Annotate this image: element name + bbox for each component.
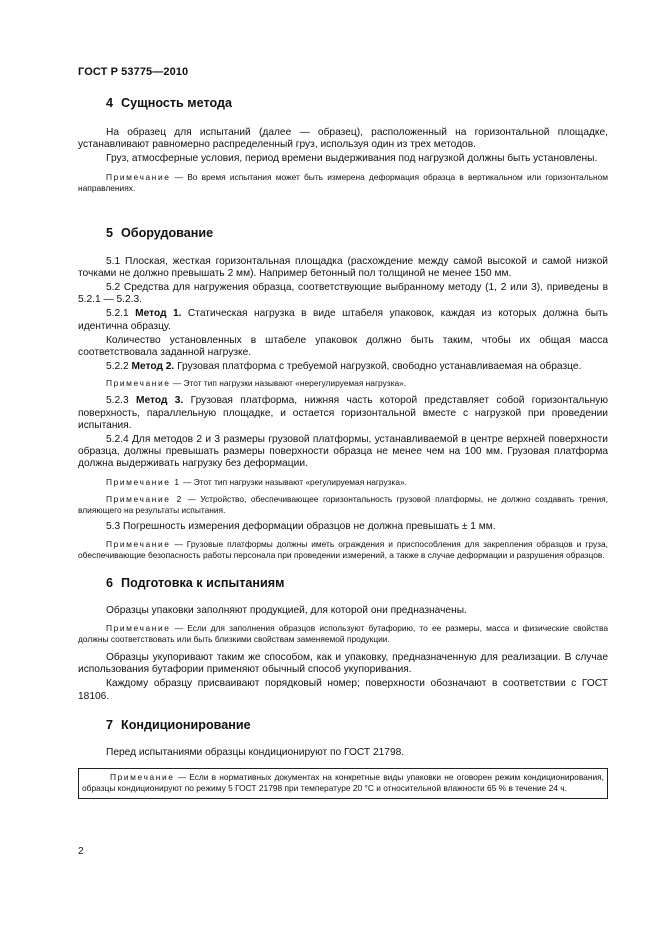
paragraph: Количество установленных в штабеле упаковок должно быть таким, чтобы их общая масса соответствовала заданной нагрузке. [78, 334, 608, 359]
clause-number: 5.2.3 [106, 395, 137, 407]
section-number: 7 [106, 717, 114, 732]
note-text: — Если в нормативных документах на конкретные виды упаковки не оговорен режим кондиционирования, образцы кондиционируют по режиму 5 ГОСТ 21798 при температуре 20 °С и относительной влажности 65 % в течение 24 ч. [82, 772, 604, 794]
note-label: Примечание [106, 378, 171, 389]
document-code: ГОСТ Р 53775—2010 [78, 66, 189, 78]
note-text: — Грузовые платформы должны иметь ограждения и приспособления для закрепления образцов и груза, обеспечивающие безопасность работы персонала при проведении измерений, а также в случае деформации и разрушения образцов. [78, 538, 608, 560]
section-4-heading [78, 96, 608, 110]
paragraph: Перед испытаниями образцы кондиционируют по ГОСТ 21798. [106, 746, 405, 758]
note [78, 477, 608, 488]
page-content [78, 84, 608, 799]
note-text: — Этот тип нагрузки называют «регулируемая нагрузка». [180, 476, 407, 487]
paragraph: Груз, атмосферные условия, период времени выдерживания под нагрузкой должны быть установлены. [106, 153, 598, 165]
clause-number: 5.2.1 [106, 308, 136, 320]
note-label: Примечание [106, 171, 171, 182]
note-label: Примечание 2 [106, 493, 183, 504]
paragraph-5-2-4: 5.2.4 Для методов 2 и 3 размеры грузовой платформы, устанавливаемой в центре верхней поверхности образца, должны превышать размеры поверхности образца не менее чем на 100 мм. Грузовая платформа должна выдерживать нагрузку без деформации. [78, 434, 608, 470]
section-7-heading [78, 718, 608, 732]
note-text: — Этот тип нагрузки называют «нерегулируемая нагрузка». [170, 378, 407, 389]
note [82, 772, 604, 794]
note-text: — Устройство, обеспечивающее горизонтальность грузовой платформы, не должно создавать трения, влияющего на результаты испытания. [78, 493, 608, 515]
paragraph: Каждому образцу присваивают порядковый номер; поверхности обозначают в соответствии с ГОСТ 18106. [78, 678, 608, 702]
paragraph-5-2-2 [78, 361, 608, 373]
note [78, 378, 608, 389]
section-title: Сущность метода [121, 96, 232, 110]
note-text: — Если для заполнения образцов используют бутафорию, то ее размеры, масса и физические свойства должны соответствовать или быть близкими свойствам заменяемой продукции. [78, 623, 608, 645]
paragraph-5-2-1 [78, 308, 608, 332]
paragraph-5-2-3 [78, 395, 608, 432]
paragraph: Образцы укупоривают таким же способом, как и упаковку, предназначенную для реализации. В случае использования бутафории применяют обычный способ укупоривания. [78, 652, 608, 676]
paragraph-5-3: 5.3 Погрешность измерения деформации образцов не должна превышать ± 1 мм. [106, 520, 496, 532]
clause-text: Грузовая платформа с требуемой нагрузкой, свободно устанавливаемая на образце. [174, 361, 582, 373]
note [78, 539, 608, 561]
method-title: Метод 1. [135, 308, 182, 320]
note-label: Примечание 1 [106, 476, 181, 487]
clause-number: 5.2.2 [106, 361, 132, 373]
section-number: 4 [106, 96, 114, 110]
note-label: Примечание [110, 772, 175, 783]
method-title: Метод 3. [136, 395, 184, 407]
paragraph-5-1: 5.1 Плоская, жесткая горизонтальная площадка (расхождение между самой высокой и самой низкой точками не должно превышать 2 мм). Например бетонный пол толщиной не менее 150 мм. [78, 255, 608, 279]
paragraph: На образец для испытаний (далее — образец), расположенный на горизонтальной площадке, устанавливают равномерно распределенный груз, используя один из трех методов. [78, 127, 608, 151]
section-title: Подготовка к испытаниям [121, 575, 285, 590]
note [78, 494, 608, 516]
note [78, 172, 608, 194]
section-title: Кондиционирование [121, 717, 251, 732]
clause-text: Грузовая платформа, нижняя часть которой представляет собой горизонтальную поверхность, параллельную площадке, и остается горизонтальной вместе с нагрузкой при проведении испытания. [78, 395, 608, 431]
note [78, 623, 608, 645]
note-text: — Во время испытания может быть измерена деформация образца в вертикальном или горизонтальном направлениях. [78, 171, 608, 193]
section-5-heading [78, 226, 608, 240]
framed-note [78, 768, 608, 799]
clause-text: Статическая нагрузка в виде штабеля упаковок, каждая из которых должна быть идентична образцу. [78, 308, 608, 332]
section-6-heading [78, 576, 608, 590]
paragraph: Образцы упаковки заполняют продукцией, для которой они предназначены. [106, 604, 467, 616]
note-label: Примечание [106, 623, 171, 634]
page-number: 2 [78, 846, 84, 857]
section-title: Оборудование [121, 225, 214, 240]
section-number: 6 [106, 575, 114, 590]
paragraph-5-2: 5.2 Средства для нагружения образца, соответствующие выбранному методу (1, 2 или 3), приведены в 5.2.1 — 5.2.3. [78, 282, 608, 306]
method-title: Метод 2. [131, 361, 175, 373]
note-label: Примечание [106, 538, 171, 549]
section-number: 5 [106, 225, 114, 240]
